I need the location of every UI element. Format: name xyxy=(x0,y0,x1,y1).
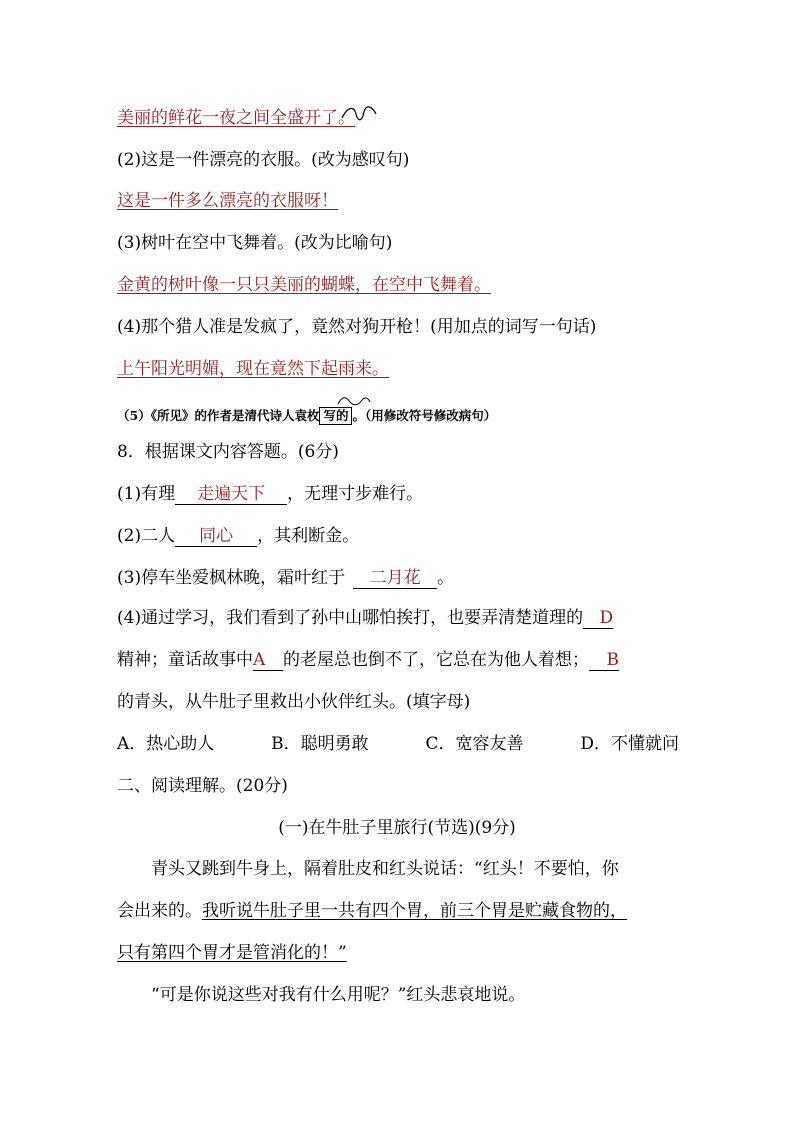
passage-line-1: 青头又跳到牛身上，隔着肚皮和红头说话：“红头！不要怕，你 xyxy=(151,859,619,879)
q4-answer-blank-1: D xyxy=(583,608,613,629)
section-8-q2 xyxy=(117,524,359,548)
passage-line-4: “可是你说这些对我有什么用呢？”红头悲哀地说。 xyxy=(151,985,526,1005)
section-8-q1 xyxy=(117,482,423,506)
question-3: (3)树叶在空中飞舞着。(改为比喻句) xyxy=(117,233,393,253)
passage-line-2 xyxy=(117,899,627,923)
q1-prefix: (1)有理 xyxy=(117,484,176,504)
q4-answer-blank-2: A xyxy=(253,650,283,671)
options-row xyxy=(117,732,679,756)
q4-text-2: 精神；童话故事中 xyxy=(117,650,253,670)
q3-answer-blank: 二月花 xyxy=(353,568,437,589)
option-b: B．聪明勇敢 xyxy=(271,734,369,754)
q2-suffix: ，其利断金。 xyxy=(257,526,360,546)
q1-suffix: ，无理寸步难行。 xyxy=(287,484,424,504)
answer-1: 美丽的鲜花一夜之间全盛开了。 xyxy=(117,108,355,128)
passage-underlined-sentence-1: 我听说牛肚子里一共有四个胃，前三个胃是贮藏食物的， xyxy=(202,901,627,921)
passage-underlined-sentence-2: 只有第四个胃才是管消化的！” xyxy=(117,943,347,963)
section-8-q4-line3: 的青头，从牛肚子里救出小伙伴红头。(填字母) xyxy=(117,692,471,712)
q4-answer-blank-3: B xyxy=(589,650,619,671)
q4-text-1: (4)通过学习，我们看到了孙中山哪怕挨打，也要弄清楚道理的 xyxy=(117,608,584,628)
question-5-boxed-word: 写的 xyxy=(319,407,352,425)
q1-answer-blank: 走遍天下 xyxy=(175,484,287,505)
passage-line-3 xyxy=(117,941,347,965)
option-c: C．宽容友善 xyxy=(425,734,524,754)
answer-3-line xyxy=(117,273,491,297)
question-5-suffix: 。（用修改符号修改病句） xyxy=(352,408,497,423)
answer-2: 这是一件多么漂亮的衣服呀！ xyxy=(117,191,338,211)
passage-line-2-plain: 会出来的。 xyxy=(117,901,202,921)
option-a: A．热心助人 xyxy=(117,734,215,754)
section-8-q4-line2 xyxy=(117,648,619,672)
q2-prefix: (2)二人 xyxy=(117,526,176,546)
question-4: (4)那个猎人准是发疯了，竟然对狗开枪！(用加点的词写一句话) xyxy=(117,317,597,337)
answer-4: 上午阳光明媚，现在竟然下起雨来。 xyxy=(117,359,389,379)
section-8-title: 8．根据课文内容答题。(6分) xyxy=(117,442,339,462)
q4-text-3: 的老屋总也倒不了，它总在为他人着想； xyxy=(283,650,589,670)
answer-1-line xyxy=(117,106,355,130)
answer-2-line xyxy=(117,189,338,213)
question-5 xyxy=(117,404,496,428)
correction-mark-icon xyxy=(340,102,380,128)
answer-3: 金黄的树叶像一只只美丽的蝴蝶，在空中飞舞着。 xyxy=(117,275,491,295)
q2-answer-blank: 同心 xyxy=(175,526,257,547)
section-8-q3 xyxy=(117,566,454,590)
passage-title: (一)在牛肚子里旅行(节选)(9分) xyxy=(278,818,516,838)
question-5-prefix: （5）《所见》的作者是清代诗人袁枚 xyxy=(117,408,320,423)
q3-suffix: 。 xyxy=(437,568,455,588)
question-2: (2)这是一件漂亮的衣服。(改为感叹句) xyxy=(117,150,410,170)
section-2-title: 二、阅读理解。(20分) xyxy=(117,776,288,796)
option-d: D．不懂就问 xyxy=(580,734,679,754)
q3-prefix: (3)停车坐爱枫林晚，霜叶红于 xyxy=(117,568,346,588)
answer-4-line xyxy=(117,357,389,381)
insert-mark-icon xyxy=(336,396,372,406)
section-8-q4-line1 xyxy=(117,606,613,630)
